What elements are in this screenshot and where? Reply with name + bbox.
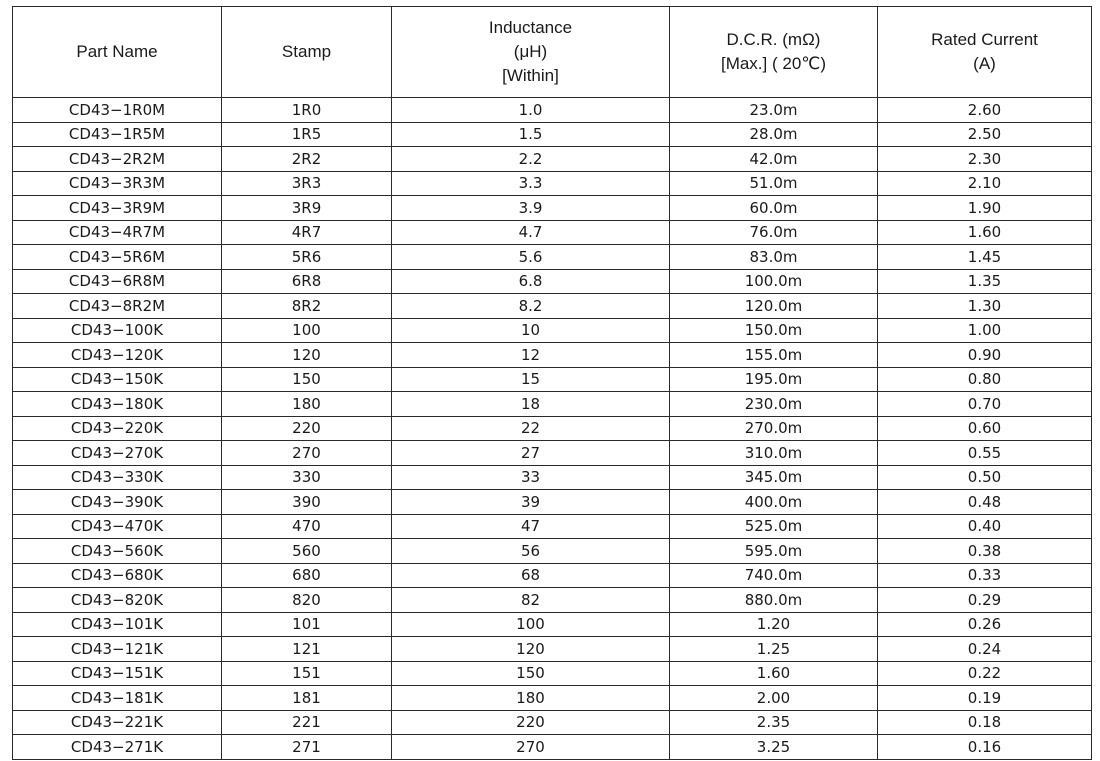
header-line: (A)	[973, 54, 996, 73]
rated-current-cell: 0.24	[878, 637, 1092, 662]
stamp-cell: 151	[222, 661, 392, 686]
table-row	[13, 98, 1092, 123]
part-name-cell: CD43−100K	[13, 318, 222, 343]
rated-current-cell: 0.16	[878, 735, 1092, 760]
part-name-cell: CD43−390K	[13, 490, 222, 515]
inductance-cell: 4.7	[392, 220, 670, 245]
dcr-cell: 525.0m	[670, 514, 878, 539]
dcr-cell: 120.0m	[670, 294, 878, 319]
table-row	[13, 367, 1092, 392]
dcr-cell: 195.0m	[670, 367, 878, 392]
part-name-cell: CD43−4R7M	[13, 220, 222, 245]
stamp-cell: 180	[222, 392, 392, 417]
inductance-cell: 12	[392, 343, 670, 368]
stamp-cell: 470	[222, 514, 392, 539]
header-line: (μH)	[513, 42, 548, 61]
inductance-cell: 3.9	[392, 196, 670, 221]
rated-current-cell: 0.19	[878, 686, 1092, 711]
inductance-cell: 10	[392, 318, 670, 343]
rated-current-cell: 0.70	[878, 392, 1092, 417]
inductance-cell: 5.6	[392, 245, 670, 270]
table-row	[13, 686, 1092, 711]
rated-current-cell: 0.38	[878, 539, 1092, 564]
header-line: Inductance	[488, 18, 573, 37]
part-name-cell: CD43−820K	[13, 588, 222, 613]
table-row	[13, 294, 1092, 319]
inductance-cell: 56	[392, 539, 670, 564]
dcr-cell: 1.20	[670, 612, 878, 637]
stamp-cell: 2R2	[222, 147, 392, 172]
dcr-cell: 1.60	[670, 661, 878, 686]
rated-current-header	[878, 7, 1092, 98]
stamp-cell: 5R6	[222, 245, 392, 270]
inductance-cell: 18	[392, 392, 670, 417]
dcr-cell: 2.00	[670, 686, 878, 711]
table-body	[13, 98, 1092, 760]
part-name-header	[13, 7, 222, 98]
rated-current-cell: 1.00	[878, 318, 1092, 343]
inductance-cell: 27	[392, 441, 670, 466]
rated-current-cell: 1.30	[878, 294, 1092, 319]
stamp-cell: 680	[222, 563, 392, 588]
inductance-cell: 100	[392, 612, 670, 637]
part-name-cell: CD43−8R2M	[13, 294, 222, 319]
inductance-cell: 47	[392, 514, 670, 539]
table-row	[13, 147, 1092, 172]
stamp-cell: 560	[222, 539, 392, 564]
header-line: [Max.] ( 20℃)	[720, 54, 827, 73]
stamp-cell: 390	[222, 490, 392, 515]
stamp-cell: 8R2	[222, 294, 392, 319]
table-row	[13, 588, 1092, 613]
inductance-cell: 8.2	[392, 294, 670, 319]
rated-current-cell: 0.22	[878, 661, 1092, 686]
stamp-cell: 220	[222, 416, 392, 441]
part-name-cell: CD43−181K	[13, 686, 222, 711]
part-name-cell: CD43−1R5M	[13, 122, 222, 147]
dcr-cell: 400.0m	[670, 490, 878, 515]
part-name-cell: CD43−560K	[13, 539, 222, 564]
stamp-cell: 270	[222, 441, 392, 466]
stamp-cell: 181	[222, 686, 392, 711]
header-line: D.C.R. (mΩ)	[726, 30, 821, 49]
rated-current-cell: 0.40	[878, 514, 1092, 539]
rated-current-cell: 0.55	[878, 441, 1092, 466]
part-name-cell: CD43−221K	[13, 710, 222, 735]
table-row	[13, 441, 1092, 466]
stamp-cell: 3R3	[222, 171, 392, 196]
rated-current-cell: 1.90	[878, 196, 1092, 221]
part-name-cell: CD43−470K	[13, 514, 222, 539]
part-name-cell: CD43−121K	[13, 637, 222, 662]
rated-current-cell: 0.48	[878, 490, 1092, 515]
table-row	[13, 563, 1092, 588]
rated-current-cell: 0.80	[878, 367, 1092, 392]
part-name-cell: CD43−1R0M	[13, 98, 222, 123]
header-line: Stamp	[281, 42, 332, 61]
dcr-cell: 345.0m	[670, 465, 878, 490]
part-name-cell: CD43−3R9M	[13, 196, 222, 221]
inductance-cell: 270	[392, 735, 670, 760]
dcr-cell: 76.0m	[670, 220, 878, 245]
inductance-cell: 150	[392, 661, 670, 686]
table-row	[13, 514, 1092, 539]
stamp-cell: 121	[222, 637, 392, 662]
part-name-cell: CD43−5R6M	[13, 245, 222, 270]
header-line: Rated Current	[931, 30, 1038, 49]
table-row	[13, 171, 1092, 196]
dcr-cell: 42.0m	[670, 147, 878, 172]
table-row	[13, 392, 1092, 417]
table-row	[13, 490, 1092, 515]
inductance-cell: 220	[392, 710, 670, 735]
part-name-cell: CD43−151K	[13, 661, 222, 686]
stamp-cell: 120	[222, 343, 392, 368]
dcr-cell: 28.0m	[670, 122, 878, 147]
table-row	[13, 612, 1092, 637]
dcr-cell: 155.0m	[670, 343, 878, 368]
stamp-cell: 100	[222, 318, 392, 343]
part-name-cell: CD43−120K	[13, 343, 222, 368]
inductance-cell: 33	[392, 465, 670, 490]
part-name-cell: CD43−270K	[13, 441, 222, 466]
table-row	[13, 220, 1092, 245]
dcr-header	[670, 7, 878, 98]
dcr-cell: 595.0m	[670, 539, 878, 564]
table-row	[13, 245, 1092, 270]
rated-current-cell: 1.45	[878, 245, 1092, 270]
inductance-cell: 68	[392, 563, 670, 588]
inductor-spec-table	[12, 6, 1092, 760]
part-name-cell: CD43−330K	[13, 465, 222, 490]
part-name-cell: CD43−680K	[13, 563, 222, 588]
stamp-cell: 221	[222, 710, 392, 735]
stamp-header	[222, 7, 392, 98]
rated-current-cell: 2.60	[878, 98, 1092, 123]
table-row	[13, 710, 1092, 735]
part-name-cell: CD43−180K	[13, 392, 222, 417]
stamp-cell: 150	[222, 367, 392, 392]
dcr-cell: 310.0m	[670, 441, 878, 466]
table-row	[13, 269, 1092, 294]
dcr-cell: 60.0m	[670, 196, 878, 221]
rated-current-cell: 0.60	[878, 416, 1092, 441]
part-name-cell: CD43−220K	[13, 416, 222, 441]
part-name-cell: CD43−150K	[13, 367, 222, 392]
table-row	[13, 416, 1092, 441]
dcr-cell: 740.0m	[670, 563, 878, 588]
stamp-cell: 271	[222, 735, 392, 760]
part-name-cell: CD43−101K	[13, 612, 222, 637]
spec-table-container	[12, 6, 1091, 760]
table-header	[13, 7, 1092, 98]
dcr-cell: 51.0m	[670, 171, 878, 196]
stamp-cell: 820	[222, 588, 392, 613]
dcr-cell: 150.0m	[670, 318, 878, 343]
table-row	[13, 735, 1092, 760]
table-row	[13, 661, 1092, 686]
dcr-cell: 230.0m	[670, 392, 878, 417]
dcr-cell: 83.0m	[670, 245, 878, 270]
stamp-cell: 3R9	[222, 196, 392, 221]
inductance-cell: 22	[392, 416, 670, 441]
rated-current-cell: 0.29	[878, 588, 1092, 613]
rated-current-cell: 0.90	[878, 343, 1092, 368]
stamp-cell: 1R0	[222, 98, 392, 123]
inductance-cell: 1.0	[392, 98, 670, 123]
stamp-cell: 6R8	[222, 269, 392, 294]
rated-current-cell: 0.26	[878, 612, 1092, 637]
dcr-cell: 2.35	[670, 710, 878, 735]
stamp-cell: 330	[222, 465, 392, 490]
stamp-cell: 1R5	[222, 122, 392, 147]
table-row	[13, 637, 1092, 662]
header-line: [Within]	[502, 66, 559, 85]
dcr-cell: 880.0m	[670, 588, 878, 613]
table-row	[13, 122, 1092, 147]
part-name-cell: CD43−271K	[13, 735, 222, 760]
rated-current-cell: 2.10	[878, 171, 1092, 196]
inductance-cell: 15	[392, 367, 670, 392]
table-row	[13, 539, 1092, 564]
part-name-cell: CD43−6R8M	[13, 269, 222, 294]
rated-current-cell: 2.50	[878, 122, 1092, 147]
part-name-cell: CD43−2R2M	[13, 147, 222, 172]
header-row	[13, 7, 1092, 98]
table-row	[13, 343, 1092, 368]
stamp-cell: 101	[222, 612, 392, 637]
rated-current-cell: 0.33	[878, 563, 1092, 588]
stamp-cell: 4R7	[222, 220, 392, 245]
inductance-cell: 120	[392, 637, 670, 662]
rated-current-cell: 1.35	[878, 269, 1092, 294]
inductance-cell: 39	[392, 490, 670, 515]
dcr-cell: 270.0m	[670, 416, 878, 441]
table-row	[13, 196, 1092, 221]
rated-current-cell: 0.18	[878, 710, 1092, 735]
inductance-cell: 180	[392, 686, 670, 711]
inductance-cell: 1.5	[392, 122, 670, 147]
part-name-cell: CD43−3R3M	[13, 171, 222, 196]
dcr-cell: 23.0m	[670, 98, 878, 123]
inductance-cell: 2.2	[392, 147, 670, 172]
header-line: Part Name	[76, 42, 158, 61]
rated-current-cell: 1.60	[878, 220, 1092, 245]
table-row	[13, 465, 1092, 490]
rated-current-cell: 0.50	[878, 465, 1092, 490]
dcr-cell: 3.25	[670, 735, 878, 760]
inductance-cell: 6.8	[392, 269, 670, 294]
inductance-header	[392, 7, 670, 98]
rated-current-cell: 2.30	[878, 147, 1092, 172]
dcr-cell: 1.25	[670, 637, 878, 662]
dcr-cell: 100.0m	[670, 269, 878, 294]
inductance-cell: 82	[392, 588, 670, 613]
table-row	[13, 318, 1092, 343]
inductance-cell: 3.3	[392, 171, 670, 196]
